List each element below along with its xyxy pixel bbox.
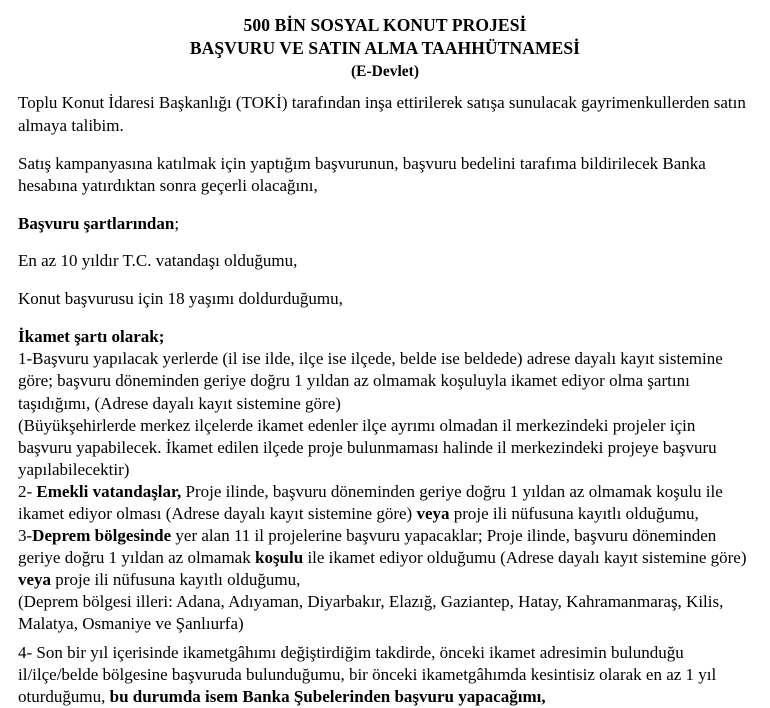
- paragraph-earthquake-provinces: (Deprem bölgesi illeri: Adana, Adıyaman, Diyarbakır, Elazığ, Gaziantep, Hatay, Kahramanmaraş, Kilis, Malatya, Osmaniye ve Şanlıurfa): [18, 592, 724, 634]
- paragraph-item-4: [18, 642, 752, 708]
- paragraph-citizenship: En az 10 yıldır T.C. vatandaşı olduğumu,: [18, 251, 298, 271]
- paragraph-age: Konut başvurusu için 18 yaşımı doldurduğumu,: [18, 289, 343, 309]
- paragraph-conditions-heading: [18, 213, 752, 236]
- item-2-text-2: proje ili nüfusuna kayıtlı olduğumu,: [453, 503, 699, 523]
- item-3-text-3: proje ili nüfusuna kayıtlı olduğumu,: [55, 570, 301, 590]
- paragraph-intro: Toplu Konut İdaresi Başkanlığı (TOKİ) tarafından inşa ettirilerek satışa sunulacak gayrimenkullerden satın almaya talibim.: [18, 93, 746, 136]
- item-2-text-1: Proje ilinde, başvuru döneminden geriye doğru 1 yıldan az olmamak koşulu ile ikamet ediyor olması (Adrese dayalı kayıt sistemine göre): [18, 481, 723, 523]
- item-3-bold-earthquake: Deprem bölgesinde: [32, 526, 172, 546]
- paragraph-item-1: 1-Başvuru yapılacak yerlerde (il ise ilde, ilçe ise ilçede, belde ise beldede) adrese dayalı kayıt sistemine göre; başvuru döneminden geriye doğru 1 yıldan az olmamak koşuluyla ikamet ediyor olma şartını taşıdığımı, (Adrese dayalı kayıt sistemine göre): [18, 349, 723, 413]
- title-line-3: (E-Devlet): [351, 63, 419, 81]
- paragraph-item-3: [18, 525, 752, 591]
- paragraph-item-2: [18, 481, 752, 525]
- item-3-text-1: yer alan 11 il projelerine başvuru yapacaklar; Proje ilinde, başvuru döneminden geriye doğru 1 yıldan az olmamak: [18, 526, 717, 568]
- item-3-number: 3-: [18, 526, 33, 546]
- paragraph-item-1-note: (Büyükşehirlerde merkez ilçelerde ikamet edenler ilçe ayrımı olmadan il merkezindeki projeler için başvuru yapabilecek. İkamet edilen ilçede proje bulunmaması halinde il merkezindeki projeye başvuru yapılabilecektir): [18, 415, 717, 479]
- conditions-heading-bold: Başvuru şartlarından: [18, 213, 175, 233]
- item-3-bold-or: veya: [18, 570, 52, 590]
- item-4-text: 4- Son bir yıl içerisinde ikametgâhımı değiştirdiğim takdirde, önceki ikamet adresimin bulunduğu il/ilçe/belde bölgesine başvuruda bulunduğumu, bir önceki ikametgâhımda kesintisiz olarak en az 1 yıl oturduğumu,: [18, 642, 717, 706]
- conditions-heading-rest: ;: [174, 213, 180, 233]
- item-3-bold-condition: koşulu: [254, 548, 304, 568]
- title-line-1: 500 BİN SOSYAL KONUT PROJESİ: [243, 15, 527, 35]
- item-2-number: 2-: [18, 481, 33, 501]
- document-title-block: [18, 14, 752, 83]
- paragraph-payment: Satış kampanyasına katılmak için yaptığım başvurunun, başvuru bedelini tarafıma bildirilecek Banka hesabına yatırdıktan sonra geçerli olacağını,: [18, 153, 706, 196]
- title-line-2: BAŞVURU VE SATIN ALMA TAAHHÜTNAMESİ: [189, 38, 581, 59]
- item-3-text-2: ile ikamet ediyor olduğumu (Adrese dayalı kayıt sistemine göre): [307, 548, 747, 568]
- item-4-bold-bank: bu durumda isem Banka Şubelerinden başvuru yapacağımı,: [109, 686, 546, 706]
- item-2-bold-retiree: Emekli vatandaşlar,: [36, 481, 182, 501]
- paragraph-residence-heading: İkamet şartı olarak;: [18, 326, 165, 346]
- document-body: [18, 92, 752, 707]
- item-2-bold-or: veya: [416, 503, 450, 523]
